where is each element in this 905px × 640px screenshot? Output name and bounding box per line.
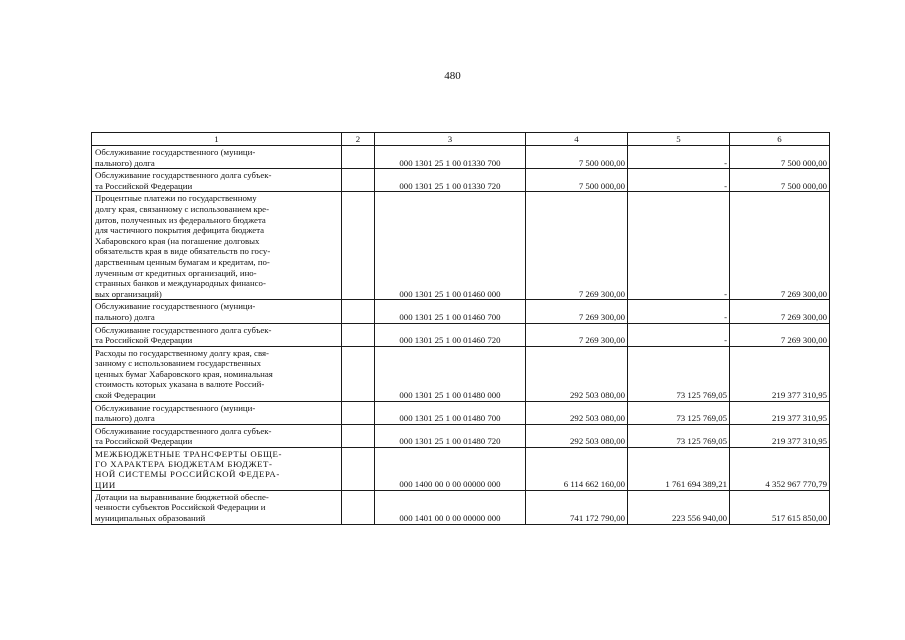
row-amount-remaining-cell: 7 269 300,00 (730, 323, 830, 346)
row-col2-cell (342, 169, 375, 192)
row-amount-approved-cell: 7 269 300,00 (526, 192, 628, 300)
row-code-cell: 000 1301 25 1 00 01460 720 (375, 323, 526, 346)
row-col2-cell (342, 448, 375, 491)
row-code-cell: 000 1401 00 0 00 00000 000 (375, 490, 526, 524)
row-amount-remaining-cell: 7 500 000,00 (730, 169, 830, 192)
row-amount-executed-cell: - (628, 323, 730, 346)
row-name-cell: Процентные платежи по государственному долгу края, связанному с использованием кре- дитов, полученных из федерального бюджета для частичного покрытия дефицита бюджета Хабаровского края (на погашение долговых обязательств края в виде обязательств по госу- дарственным ценным бумагам и кредитам, по- лученным от кредитных организаций, ино- странных банков и международных финансо- вых организаций) (92, 192, 342, 300)
row-amount-approved-cell: 741 172 790,00 (526, 490, 628, 524)
header-col-4: 4 (526, 133, 628, 146)
row-amount-executed-cell: 1 761 694 389,21 (628, 448, 730, 491)
row-name-cell: Обслуживание государственного (муници- пального) долга (92, 146, 342, 169)
row-name-cell: Обслуживание государственного долга субъек- та Российской Федерации (92, 424, 342, 447)
header-col-6: 6 (730, 133, 830, 146)
row-col2-cell (342, 192, 375, 300)
row-amount-executed-cell: 73 125 769,05 (628, 346, 730, 401)
row-amount-approved-cell: 7 500 000,00 (526, 146, 628, 169)
row-name-cell: Расходы по государственному долгу края, свя- занному с использованием государственных ценных бумаг Хабаровского края, номинальная стоимость которых указана в валюте Россий- ской Федерации (92, 346, 342, 401)
row-amount-remaining-cell: 4 352 967 770,79 (730, 448, 830, 491)
header-col-3: 3 (375, 133, 526, 146)
table-row (92, 490, 830, 524)
row-col2-cell (342, 490, 375, 524)
row-amount-approved-cell: 292 503 080,00 (526, 424, 628, 447)
row-name-cell: МЕЖБЮДЖЕТНЫЕ ТРАНСФЕРТЫ ОБЩЕ- ГО ХАРАКТЕРА БЮДЖЕТАМ БЮДЖЕТ- НОЙ СИСТЕМЫ РОССИЙСКОЙ ФЕДЕРА- ЦИИ (92, 448, 342, 491)
row-code-cell: 000 1301 25 1 00 01460 700 (375, 300, 526, 323)
row-name-cell: Обслуживание государственного (муници- пального) долга (92, 300, 342, 323)
row-amount-approved-cell: 7 269 300,00 (526, 323, 628, 346)
row-amount-executed-cell: - (628, 300, 730, 323)
header-col-2: 2 (342, 133, 375, 146)
header-col-5: 5 (628, 133, 730, 146)
row-col2-cell (342, 424, 375, 447)
row-code-cell: 000 1301 25 1 00 01480 700 (375, 401, 526, 424)
table-row (92, 323, 830, 346)
table-row (92, 169, 830, 192)
page-number: 480 (444, 70, 461, 82)
row-col2-cell (342, 346, 375, 401)
row-amount-executed-cell: 73 125 769,05 (628, 424, 730, 447)
row-amount-approved-cell: 292 503 080,00 (526, 346, 628, 401)
row-amount-remaining-cell: 219 377 310,95 (730, 346, 830, 401)
row-name-cell: Обслуживание государственного долга субъек- та Российской Федерации (92, 169, 342, 192)
row-name-cell: Дотации на выравнивание бюджетной обеспе- ченности субъектов Российской Федерации и муниципальных образований (92, 490, 342, 524)
row-amount-executed-cell: - (628, 146, 730, 169)
table-row (92, 448, 830, 491)
table-row (92, 424, 830, 447)
row-amount-remaining-cell: 219 377 310,95 (730, 401, 830, 424)
row-amount-approved-cell: 7 269 300,00 (526, 300, 628, 323)
row-amount-approved-cell: 6 114 662 160,00 (526, 448, 628, 491)
row-amount-executed-cell: - (628, 192, 730, 300)
row-col2-cell (342, 401, 375, 424)
budget-table (91, 132, 830, 525)
row-code-cell: 000 1301 25 1 00 01460 000 (375, 192, 526, 300)
row-amount-approved-cell: 7 500 000,00 (526, 169, 628, 192)
table-row (92, 346, 830, 401)
row-amount-remaining-cell: 7 269 300,00 (730, 300, 830, 323)
row-code-cell: 000 1400 00 0 00 00000 000 (375, 448, 526, 491)
row-amount-approved-cell: 292 503 080,00 (526, 401, 628, 424)
table-row (92, 401, 830, 424)
table-header (92, 133, 830, 146)
row-name-cell: Обслуживание государственного долга субъек- та Российской Федерации (92, 323, 342, 346)
row-amount-remaining-cell: 7 269 300,00 (730, 192, 830, 300)
row-amount-executed-cell: 73 125 769,05 (628, 401, 730, 424)
row-code-cell: 000 1301 25 1 00 01480 720 (375, 424, 526, 447)
table-row (92, 300, 830, 323)
row-code-cell: 000 1301 25 1 00 01330 720 (375, 169, 526, 192)
row-code-cell: 000 1301 25 1 00 01330 700 (375, 146, 526, 169)
row-amount-executed-cell: - (628, 169, 730, 192)
table-row (92, 192, 830, 300)
table-row (92, 146, 830, 169)
row-amount-remaining-cell: 219 377 310,95 (730, 424, 830, 447)
row-col2-cell (342, 146, 375, 169)
header-row (92, 133, 830, 146)
row-amount-executed-cell: 223 556 940,00 (628, 490, 730, 524)
row-amount-remaining-cell: 517 615 850,00 (730, 490, 830, 524)
table-body (92, 146, 830, 525)
row-col2-cell (342, 300, 375, 323)
row-name-cell: Обслуживание государственного (муници- пального) долга (92, 401, 342, 424)
row-code-cell: 000 1301 25 1 00 01480 000 (375, 346, 526, 401)
row-col2-cell (342, 323, 375, 346)
header-col-1: 1 (92, 133, 342, 146)
row-amount-remaining-cell: 7 500 000,00 (730, 146, 830, 169)
